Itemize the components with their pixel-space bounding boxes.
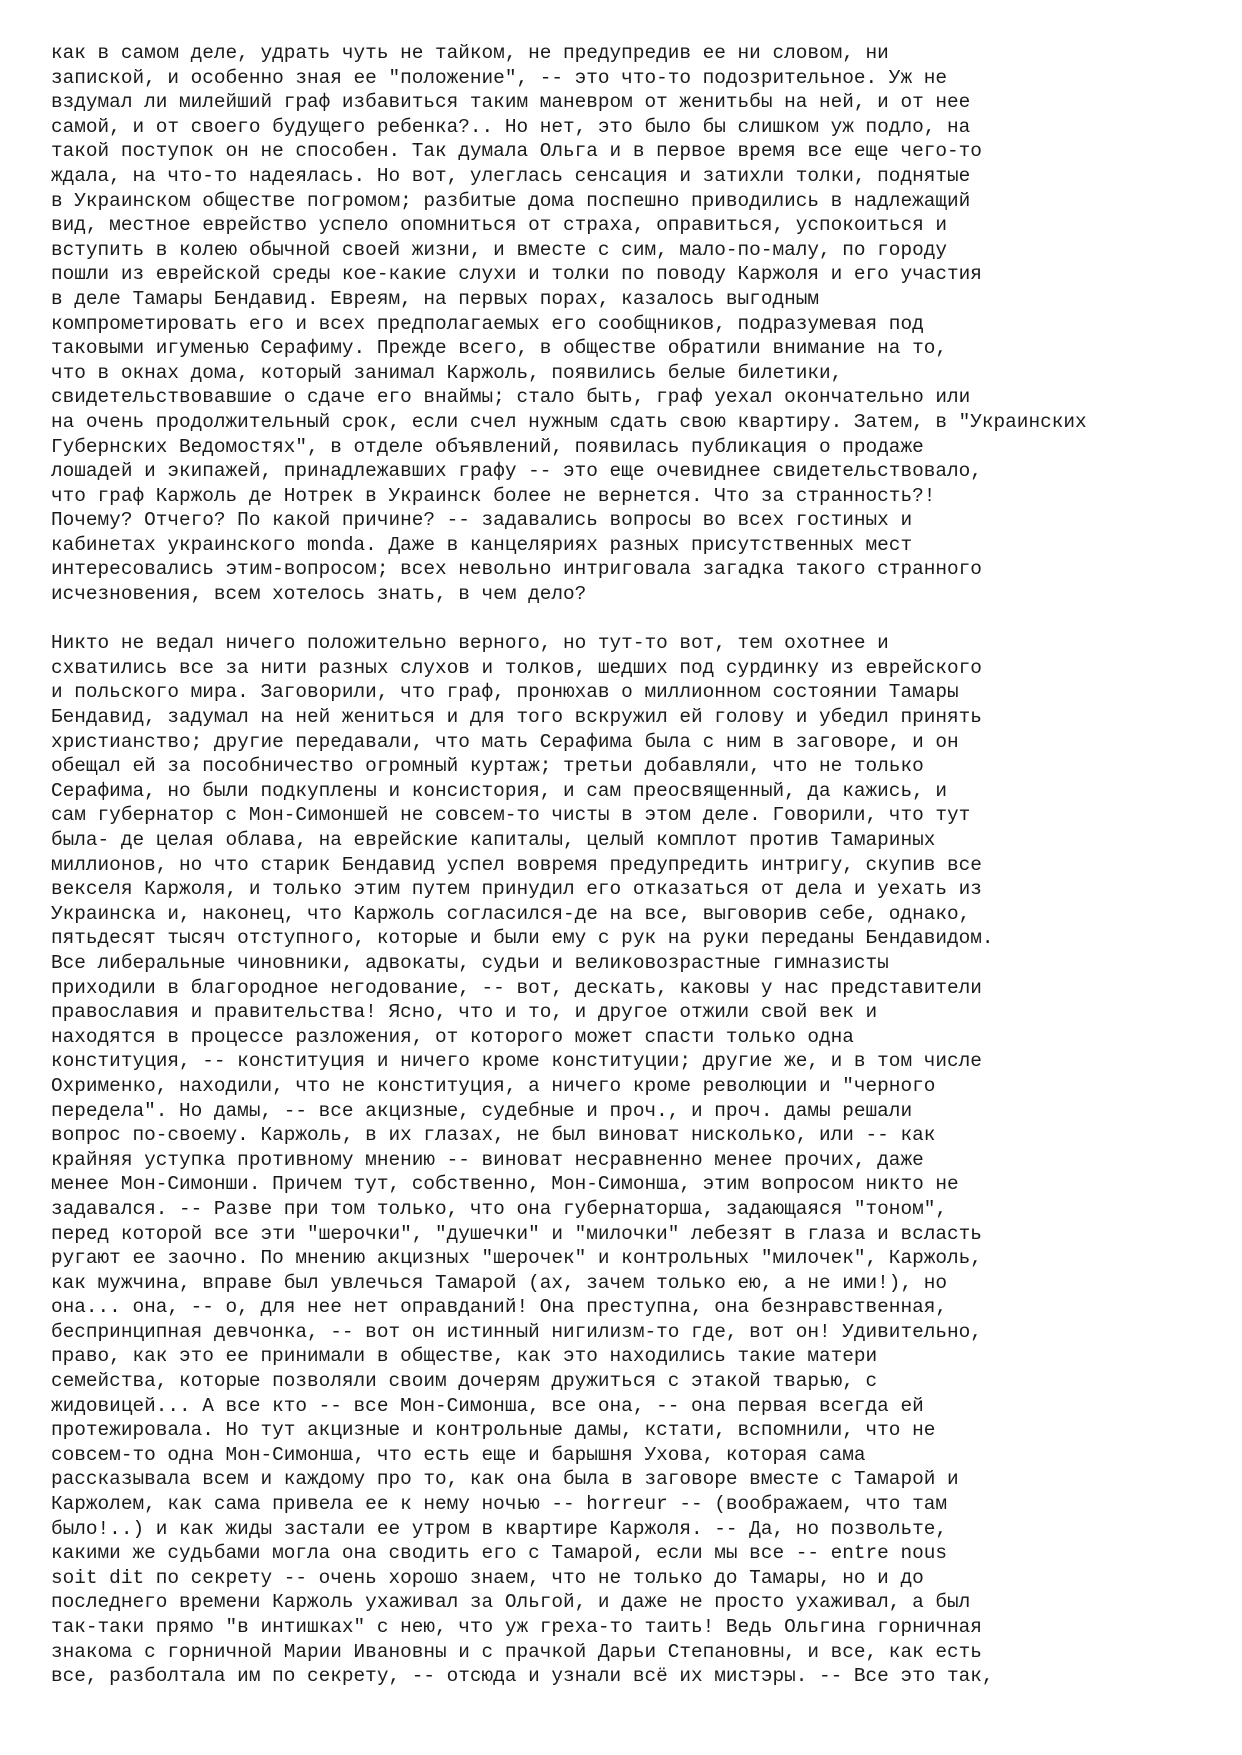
text-line: вздумал ли милейший граф избавиться таким маневром от женитьбы на ней, и от нее <box>51 91 971 114</box>
text-line: право, как это ее принимали в обществе, как это находились такие матери <box>51 1345 878 1368</box>
text-line: что граф Каржоль де Нотрек в Украинск более не вернется. Что за странность?! <box>51 484 936 507</box>
text-line: ждала, на что-то надеялась. Но вот, улеглась сенсация и затихли толки, поднятые <box>51 164 971 187</box>
text-line: и польского мира. Заговорили, что граф, пронюхав о миллионном состоянии Тамары <box>51 681 959 704</box>
text-line: вид, местное еврейство успело опомниться от страха, оправиться, успокоиться и <box>51 214 947 237</box>
text-line: совсем-то одна Мон-Симонша, что есть еще и барышня Ухова, которая сама <box>51 1443 866 1466</box>
paragraph <box>51 631 1231 1689</box>
text-line: интересовались этим-вопросом; всех невольно интриговала загадка такого странного <box>51 558 982 581</box>
text-line: сам губернатор с Мон-Симоншей не совсем-то чисты в этом деле. Говорили, что тут <box>51 804 971 827</box>
text-line: soit dit по секрету -- очень хорошо знаем, что не только до Тамары, но и до <box>51 1566 924 1589</box>
text-line: рассказывала всем и каждому про то, как она была в заговоре вместе с Тамарой и <box>51 1468 959 1491</box>
text-line: как в самом деле, удрать чуть не тайком, не предупредив ее ни словом, ни <box>51 42 889 64</box>
text-line: протежировала. Но тут акцизные и контрольные дамы, кстати, вспомнили, что не <box>51 1419 936 1442</box>
text-line: схватились все за нити разных слухов и толков, шедших под сурдинку из еврейского <box>51 656 982 679</box>
document-page <box>51 41 1231 1689</box>
text-line: самой, и от своего будущего ребенка?.. Но нет, это было бы слишком уж подло, на <box>51 115 971 138</box>
text-line: перед которой все эти "шерочки", "душечки" и "милочки" лебезят в глаза и всласть <box>51 1222 982 1245</box>
text-line: обещал ей за пособничество огромный куртаж; третьи добавляли, что не только <box>51 755 924 778</box>
text-line: Бендавид, задумал на ней жениться и для того вскружил ей голову и убедил принять <box>51 706 982 729</box>
text-line: таковыми игуменью Серафиму. Прежде всего, в обществе обратили внимание на то, <box>51 337 947 360</box>
text-line: пошли из еврейской среды кое-какие слухи и толки по поводу Каржоля и его участия <box>51 263 982 286</box>
text-line: беспринципная девчонка, -- вот он истинный нигилизм-то где, вот он! Удивительно, <box>51 1320 982 1343</box>
text-line: лошадей и экипажей, принадлежавших графу -- это еще очевиднее свидетельствовало, <box>51 460 982 483</box>
paragraph <box>51 41 1231 607</box>
text-line: православия и правительства! Ясно, что и то, и другое отжили свой век и <box>51 1001 878 1024</box>
text-line: была- де целая облава, на еврейские капиталы, целый комплот против Тамариных <box>51 829 936 851</box>
text-line: передела". Но дамы, -- все акцизные, судебные и проч., и проч. дамы решали <box>51 1099 913 1122</box>
text-line: векселя Каржоля, и только этим путем принудил его отказаться от дела и уехать из <box>51 878 982 901</box>
text-line: находятся в процессе разложения, от которого может спасти только одна <box>51 1025 854 1048</box>
text-line: менее Мон-Симонши. Причем тут, собственно, Мон-Симонша, этим вопросом никто не <box>51 1173 959 1196</box>
text-line: в деле Тамары Бендавид. Евреям, на первых порах, казалось выгодным <box>51 287 819 310</box>
text-line: Серафима, но были подкуплены и консистория, и сам преосвященный, да кажись, и <box>51 779 947 802</box>
text-line: как мужчина, вправе был увлечься Тамарой (ах, зачем только ею, а не ими!), но <box>51 1271 947 1294</box>
text-line: Украинска и, наконец, что Каржоль согласился-де на все, выговорив себе, однако, <box>51 902 971 925</box>
text-line: пятьдесят тысяч отступного, которые и были ему с рук на руки переданы Бендавидом. <box>51 927 994 950</box>
text-line: было!..) и как жиды застали ее утром в квартире Каржоля. -- Да, но позвольте, <box>51 1517 947 1540</box>
text-line: компрометировать его и всех предполагаемых его сообщников, подразумевая под <box>51 312 924 335</box>
text-line: Почему? Отчего? По какой причине? -- задавались вопросы во всех гостиных и <box>51 509 913 532</box>
text-line: что в окнах дома, который занимал Каржоль, появились белые билетики, <box>51 361 843 384</box>
paragraph-gap <box>51 607 1231 632</box>
text-line: миллионов, но что старик Бендавид успел вовремя предупредить интригу, скупив все <box>51 853 982 876</box>
text-line: крайняя уступка противному мнению -- виноват несравненно менее прочих, даже <box>51 1148 924 1171</box>
text-line: кабинетах украинского monda. Даже в канцеляриях разных присутственных мест <box>51 533 913 556</box>
text-line: последнего времени Каржоль ухаживал за Ольгой, и даже не просто ухаживал, а был <box>51 1591 971 1614</box>
text-line: ругают ее заочно. По мнению акцизных "шерочек" и контрольных "милочек", Каржоль, <box>51 1247 982 1270</box>
text-line: христианство; другие передавали, что мать Серафима была с ним в заговоре, и он <box>51 730 959 753</box>
text-line: запиской, и особенно зная ее "положение", -- это что-то подозрительное. Уж не <box>51 66 947 89</box>
text-line: Каржолем, как сама привела ее к нему ночью -- horreur -- (воображаем, что там <box>51 1493 947 1516</box>
text-line: какими же судьбами могла она сводить его с Тамарой, если мы все -- entre nous <box>51 1542 947 1565</box>
text-line: вопрос по-своему. Каржоль, в их глазах, не был виноват нисколько, или -- как <box>51 1124 936 1147</box>
text-line: так-таки прямо "в интишках" с нею, что уж греха-то таить! Ведь Ольгина горничная <box>51 1616 982 1638</box>
text-line: Никто не ведал ничего положительно верного, но тут-то вот, тем охотнее и <box>51 632 889 655</box>
text-line: в Украинском обществе погромом; разбитые дома поспешно приводились в надлежащий <box>51 189 971 212</box>
text-line: на очень продолжительный срок, если счел нужным сдать свою квартиру. Затем, в "Украинских <box>51 410 1087 433</box>
text-line: свидетельствовавшие о сдаче его внаймы; стало быть, граф уехал окончательно или <box>51 386 971 409</box>
text-line: Все либеральные чиновники, адвокаты, судьи и великовозрастные гимназисты <box>51 951 889 974</box>
text-line: конституция, -- конституция и ничего кроме конституции; другие же, и в том числе <box>51 1050 982 1073</box>
text-line: приходили в благородное негодование, -- вот, дескать, каковы у нас представители <box>51 976 982 999</box>
text-line: Губернских Ведомостях", в отделе объявлений, появилась публикация о продаже <box>51 435 924 458</box>
text-line: такой поступок он не способен. Так думала Ольга и в первое время все еще чего-то <box>51 140 982 163</box>
text-line: она... она, -- о, для нее нет оправданий! Она преступна, она безнравственная, <box>51 1296 947 1319</box>
text-line: знакома с горничной Марии Ивановны и с прачкой Дарьи Степановны, и все, как есть <box>51 1640 982 1663</box>
text-line: исчезновения, всем хотелось знать, в чем дело? <box>51 583 587 606</box>
text-line: все, разболтала им по секрету, -- отсюда и узнали всё их мистэры. -- Все это так, <box>51 1665 994 1688</box>
text-line: вступить в колею обычной своей жизни, и вместе с сим, мало-по-малу, по городу <box>51 238 947 261</box>
text-line: Охрименко, находили, что не конституция, а ничего кроме революции и "черного <box>51 1074 936 1097</box>
text-line: задавался. -- Разве при том только, что она губернаторша, задающаяся "тоном", <box>51 1197 947 1220</box>
text-line: жидовицей... А все кто -- все Мон-Симонша, все она, -- она первая всегда ей <box>51 1394 924 1417</box>
text-line: семейства, которые позволяли своим дочерям дружиться с этакой тварью, с <box>51 1370 878 1393</box>
